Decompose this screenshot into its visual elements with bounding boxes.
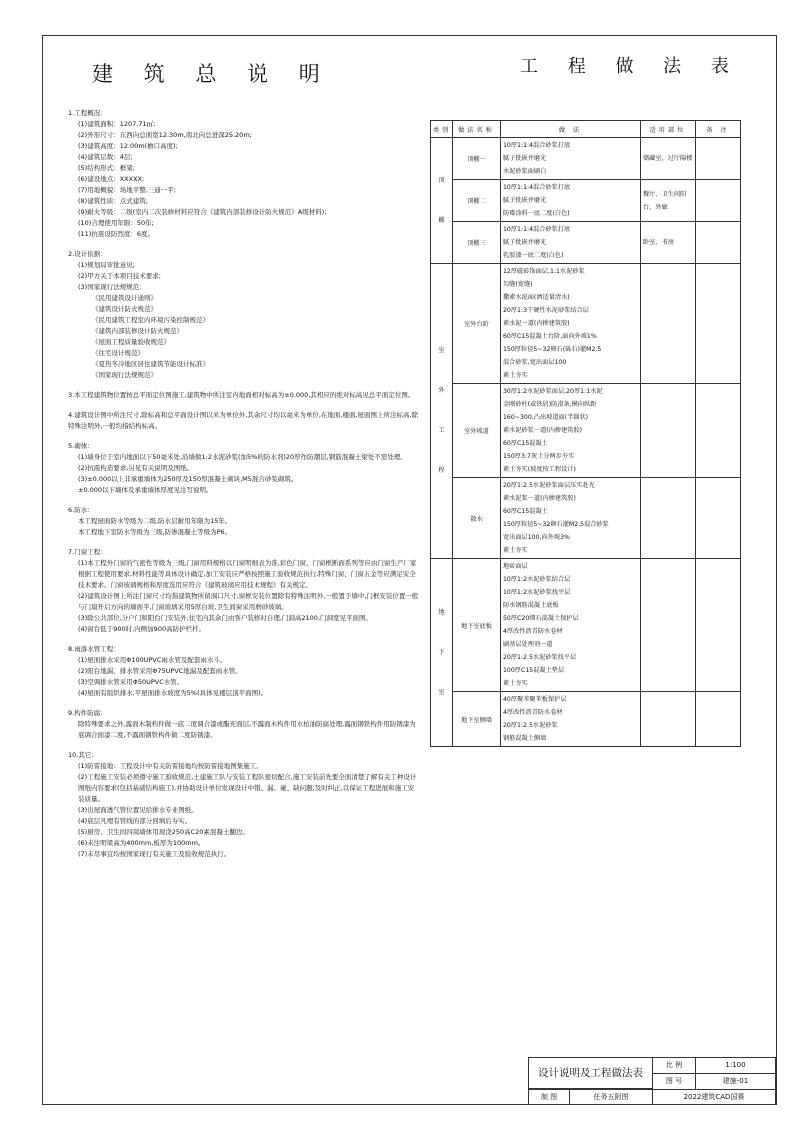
- method-name: 顶棚三: [453, 222, 501, 264]
- method-step: 40厚聚苯聚苯板保护层: [503, 696, 567, 703]
- remarks-cell: [696, 138, 741, 180]
- note-line: 本工程地下室防水等级为三级,防渗混凝土等级为P6。: [78, 528, 232, 536]
- applicable-location: [641, 692, 696, 747]
- method-steps: [501, 559, 641, 692]
- section-heading: 6.防水：: [68, 506, 94, 514]
- remarks-cell: [696, 478, 741, 559]
- method-step: 腻子批嵌并磨光: [503, 155, 547, 162]
- method-step: 20厚1:3干硬性水泥砂浆结合层: [503, 307, 589, 314]
- code-reference: 《民用建筑设计通则》: [92, 294, 157, 302]
- drawn-value: 任务五附图: [569, 1089, 653, 1105]
- code-reference: 《民用建筑工程室内环境污染控制规范》: [92, 316, 209, 324]
- scale-value: 1:100: [695, 1057, 776, 1074]
- remarks-cell: [696, 692, 741, 747]
- note-line: (10)合理使用年限：50年;: [78, 219, 154, 227]
- remarks-cell: [696, 222, 741, 264]
- header-category: 类别: [431, 121, 453, 138]
- method-step: 素土夯实: [503, 547, 528, 554]
- remarks-cell: [696, 559, 741, 692]
- table-row: [431, 478, 741, 559]
- method-step: 150厚粒径5~32卵石(砾石)灌M2.5: [503, 346, 602, 353]
- code-reference: 《屋面工程质量验收规范》: [92, 338, 170, 346]
- method-steps: [501, 478, 641, 559]
- method-step: 10厚1:2水泥砂浆找平层: [503, 589, 571, 596]
- table-row: [431, 138, 741, 180]
- drawing-no-label: 图 号: [652, 1073, 696, 1090]
- note-line: (2)外形尺寸：东西向总面宽12.30m,南北向总进深25.20m;: [78, 131, 252, 139]
- drawing-no-value: 建施-01: [695, 1073, 776, 1090]
- method-name: 室外台阶: [453, 264, 501, 384]
- method-step: 150厚粒径5~32卵石灌M2.5混合砂浆: [503, 521, 609, 528]
- method-step: 30厚1:2水泥砂浆面层,20厚1:1水泥: [503, 388, 603, 395]
- method-step: 20厚1:2.5水泥砂浆: [503, 722, 558, 729]
- remarks-cell: [696, 384, 741, 478]
- method-step: 10厚1:2水泥砂浆结合层: [503, 576, 571, 583]
- note-line: (6)未注明梁高为400mm,板厚为100mm。: [78, 839, 205, 847]
- applicable-location: [641, 559, 696, 692]
- category-char: 棚: [438, 216, 445, 224]
- method-step: 勾缝(宽缝): [503, 281, 533, 288]
- note-line: (11)抗震设防烈度：6度。: [78, 230, 154, 238]
- applicable-location: 卧室、书房: [641, 222, 696, 264]
- method-step: 12厚磁砖饰面层,1:1水泥砂浆: [503, 268, 585, 275]
- method-step: 混合砂浆,宽出面层100: [503, 359, 567, 366]
- table-row: [431, 692, 741, 747]
- method-name: 散水: [453, 478, 501, 559]
- remarks-cell: [696, 264, 741, 384]
- table-row: [431, 559, 741, 692]
- method-step: 腻子批嵌并磨光: [503, 239, 547, 246]
- method-step: 20厚1:2.5水泥砂浆找平层: [503, 654, 577, 661]
- method-step: 160~300,凸出坡道面(半圆状): [503, 414, 589, 421]
- notes-section: [68, 644, 420, 699]
- note-line: (2)甲方关于本项目技术要求;: [78, 272, 161, 280]
- method-step: 钢筋混凝土侧墙: [503, 735, 547, 742]
- category-char: 地: [438, 608, 445, 616]
- method-step: 100厚C15混凝土垫层: [503, 667, 565, 674]
- method-step: 60厚C15混凝土: [503, 508, 548, 515]
- note-line: (3)出屋面透气管位置见给排水专业图纸。: [78, 806, 198, 814]
- table-row: [431, 222, 741, 264]
- method-step: 宽出面层100,向外坡3%: [503, 534, 570, 541]
- method-name: 顶棚二: [453, 180, 501, 222]
- header-name: 做法名称: [453, 121, 501, 138]
- method-steps: [501, 222, 641, 264]
- notes-section: [68, 441, 420, 496]
- notes-section: [68, 410, 420, 432]
- note-line: (8)建筑性质：点式建筑;: [78, 197, 148, 205]
- category-cell: [431, 559, 453, 747]
- method-step: 60厚C15混凝土台阶,面向外坡1%: [503, 333, 597, 340]
- remarks-cell: [696, 180, 741, 222]
- notes-section: [68, 249, 420, 381]
- section-heading: 7.门窗工程：: [68, 548, 107, 556]
- code-reference: 《建筑内部装修设计防火规范》: [92, 327, 183, 335]
- method-step: 60厚C15混凝土: [503, 440, 548, 447]
- note-line: (1)本工程外门窗的气密性等级为三级,门窗用料规格以门窗明细表为准,彩色门窗、门窗框断面系列等应由门窗生产厂家根据工程使用要求,材料性能等具体设计确定,加工安装应严格按照施工验收规范执行,特殊门窗、门窗五金等应满足安全技术要求。门窗玻璃规格和厚度选用应符合《建筑玻璃应用技术规程》有关规定。: [78, 559, 417, 589]
- method-name: 地下室底板: [453, 559, 501, 692]
- note-line: (1)规划局审批意见;: [78, 261, 135, 269]
- method-step: 素水泥一道(内掺建筑胶): [503, 320, 570, 327]
- method-steps: [501, 138, 641, 180]
- note-line: 除特殊要求之外,露面木制构件做一底二度调合漆或酯充面层,不露面木构件用水柏油防腐处理,露面钢铁构件用防锈漆为底调合面漆二度,不露面钢铁构件做二度防锈漆。: [78, 720, 416, 739]
- note-line: (3)除公共部位,分户门和阳台门安装外,住宅内其余门由客户装修时自理,门洞高2100,门洞宽见平面图。: [78, 614, 373, 622]
- category-char: 下: [438, 648, 445, 656]
- notes-section: [68, 708, 420, 741]
- note-line: (1)屋面排水采用Φ100UPVC雨水管及配套雨水斗。: [78, 656, 227, 664]
- category-char: 室: [438, 688, 445, 696]
- code-reference: 《住宅设计规范》: [92, 349, 144, 357]
- notes-section: [68, 750, 420, 860]
- section-heading: 8.雨落水管工程：: [68, 645, 120, 653]
- note-line: (1)墙身位于室内地面以下50毫米处,沿墙做1:2水泥砂浆(加5%的防水剂)20厚作防潮层,钢筋混凝土梁处不需处理。: [78, 453, 407, 461]
- section-heading: 3.本工程建筑物位置按总平面定位图施工,建筑物中所注室内地面相对标高为±0.000,其相应的绝对标高见总平面定位图。: [68, 391, 415, 399]
- note-line: (4)窗台低于900时,内侧加900高防护栏杆。: [78, 625, 206, 633]
- method-step: 素水泥浆一道(内掺建筑胶): [503, 495, 576, 502]
- method-step: 50厚C20细石混凝土保护层: [503, 615, 579, 622]
- method-steps: [501, 180, 641, 222]
- method-name: 地下室侧墙: [453, 692, 501, 747]
- section-heading: 9.构件防腐：: [68, 709, 107, 717]
- notes-section: [68, 390, 420, 401]
- note-line: (5)结构形式：框架;: [78, 164, 135, 172]
- method-step: 素土夯实: [503, 372, 528, 379]
- note-line: (2)阳台地漏、排水管采用Φ75UPVC地漏及配套雨水管。: [78, 667, 242, 675]
- scale-label: 比 例: [652, 1057, 696, 1074]
- notes-section: [68, 505, 420, 538]
- project-name: 2022建筑CAD国赛: [652, 1089, 776, 1105]
- header-method: 做 法: [501, 121, 641, 138]
- applicable-location: 餐厅、卫生间阳台、外廊: [641, 180, 696, 222]
- section-heading: 1.工程概况：: [68, 109, 107, 117]
- note-line: (2)抗震构造要求,另见有关说明及图纸。: [78, 464, 194, 472]
- method-step: 地砖面层: [503, 563, 528, 570]
- method-step: 4厚改性沥青防水卷材: [503, 628, 563, 635]
- note-line: (7)用地概貌：场地平整,三通一平;: [78, 186, 176, 194]
- method-name: 顶棚一: [453, 138, 501, 180]
- method-step: 10厚1:1:4混合砂浆打底: [503, 226, 571, 233]
- section-heading: 4.建筑设计图中所注尺寸,除标高和总平面设计图以米为单位外,其余尺寸均以毫米为单位,在地面,楼面,屋面图上所注标高,除特殊注明外,一般均指结构标高。: [68, 411, 419, 430]
- note-line: 本工程屋面防水等级为二级,防水层耐用年限为15年。: [78, 517, 232, 525]
- note-line: ±0.000以下墙体及承重墙体厚度见注写说明。: [78, 486, 213, 494]
- method-step: 10厚1:1:4混合砂浆打底: [503, 142, 571, 149]
- method-step: 防霉涂料一底二度(白色): [503, 210, 570, 217]
- method-step: 素土夯实(坡度按工程设计): [503, 466, 576, 473]
- notes-section: [68, 108, 420, 240]
- note-line: (4)底层凡埋有管线的部分回填后夯实。: [78, 817, 192, 825]
- note-line: (2)建筑设计图上所注门窗尺寸均指建筑物所留洞口尺寸,窗框安装位置除有特殊注明外,一般置于墙中,门框安装位置一般与门扇开启方向的墙面平,门窗玻璃采用5厚白玻,卫生间窗采用磨砂玻璃。: [78, 592, 419, 611]
- note-line: (7)未尽事宜均按国家现行有关施工及验收规范执行。: [78, 850, 231, 858]
- applicable-location: 储藏室、过厅陽楼: [641, 138, 696, 180]
- table-title: 工 程 做 法 表: [520, 56, 741, 77]
- note-line: (3)空调排水管采用Φ50UPVC水管。: [78, 678, 184, 686]
- method-step: 刷基层处理剂一道: [503, 641, 553, 648]
- construction-table: [430, 120, 741, 747]
- table-row: [431, 180, 741, 222]
- code-reference: 《国家现行法规规范》: [92, 371, 157, 379]
- category-char: 工: [438, 427, 445, 434]
- header-remarks: 备 注: [696, 121, 741, 138]
- note-line: (3)建筑高度：12.00m(檐口高度);: [78, 142, 178, 150]
- applicable-location: [641, 384, 696, 478]
- category-char: 程: [438, 467, 445, 474]
- table-row: [431, 264, 741, 384]
- method-step: 防水钢筋混凝土底板: [503, 602, 559, 609]
- title-block: [528, 1057, 776, 1105]
- note-line: (1)建筑面积：1207.71㎡;: [78, 120, 156, 128]
- drawing-name: 设计说明及工程做法表: [528, 1057, 653, 1089]
- note-line: (3)±0.000以上非承重墙体为250厚及150厚混凝土砌块,M5混合砂浆砌筑。: [78, 475, 298, 483]
- note-line: (3)国家现行法规规范：: [78, 283, 146, 291]
- method-step: 10厚1:1:4混合砂浆打底: [503, 184, 571, 191]
- note-line: (1)防雷接地：工程设计中有关防雷接地均按防雷接地图集施工。: [78, 762, 263, 770]
- page-title: 建 筑 总 说 明: [92, 62, 332, 86]
- section-heading: 5.砌体：: [68, 442, 94, 450]
- method-step: 撒素水泥面(洒适量清水): [503, 294, 570, 301]
- method-steps: [501, 384, 641, 478]
- category-cell: [431, 264, 453, 559]
- method-step: 水泥砂浆面刷白: [503, 168, 547, 175]
- category-char: 室: [438, 347, 445, 354]
- method-steps: [501, 692, 641, 747]
- code-reference: 《建筑设计防火规范》: [92, 305, 157, 313]
- method-step: 150厚3:7灰土分两步夯实: [503, 453, 575, 460]
- applicable-location: [641, 478, 696, 559]
- category-char: 外: [438, 387, 445, 394]
- note-line: (4)屋面有组织排水,平屋面排水坡度为5%(具体见楼层顶平面图)。: [78, 689, 268, 697]
- note-line: (2)工程施工安装必须遵守施工验收规范,土建施工队与安装工程队密切配合,施工安装前先要全面清楚了解有关工种设计图纸内容要求(包括基础结构施工),并协助设计单位发现设计中错、漏、碰、缺问题,及时纠正,以保证工程进展和施工安装质量。: [78, 773, 417, 803]
- note-line: (6)建设地点：XXXXX;: [78, 175, 145, 183]
- drawn-label: 制 图: [528, 1089, 570, 1105]
- category-cell: [431, 138, 453, 264]
- table-row: [431, 384, 741, 478]
- notes-section: [68, 547, 420, 635]
- note-line: (9)耐火等级：二级(室内二次装修材料应符合《建筑内部装修设计防火规范》A级材料);: [78, 208, 327, 216]
- method-step: 素土夯实: [503, 680, 528, 687]
- applicable-location: [641, 264, 696, 384]
- method-step: 20厚1:2.5水泥砂浆面层压实赶光: [503, 482, 595, 489]
- general-notes: [68, 108, 420, 869]
- method-step: 乳胶漆一底二度(白色): [503, 252, 564, 259]
- note-line: (5)厨房、卫生间四周墙体用现浇250高C20素混凝土翻边。: [78, 828, 249, 836]
- method-name: 室外坡道: [453, 384, 501, 478]
- section-heading: 10.其它：: [68, 751, 98, 759]
- section-heading: 2.设计依据：: [68, 250, 107, 258]
- header-location: 适用部位: [641, 121, 696, 138]
- method-steps: [501, 264, 641, 384]
- note-line: (4)建筑层数：4层;: [78, 153, 133, 161]
- method-step: 金刚砂柱(或铁屑)防滑条,横向纵距: [503, 401, 597, 408]
- code-reference: 《夏热冬冷地区居住建筑节能设计标准》: [92, 360, 209, 368]
- method-step: 素水泥砂浆一道(内掺建筑胶): [503, 427, 583, 434]
- table-header-row: [431, 121, 741, 138]
- category-char: 顶: [438, 176, 445, 184]
- method-step: 腻子批嵌并磨光: [503, 197, 547, 204]
- method-step: 4厚改性沥青防水卷材: [503, 709, 563, 716]
